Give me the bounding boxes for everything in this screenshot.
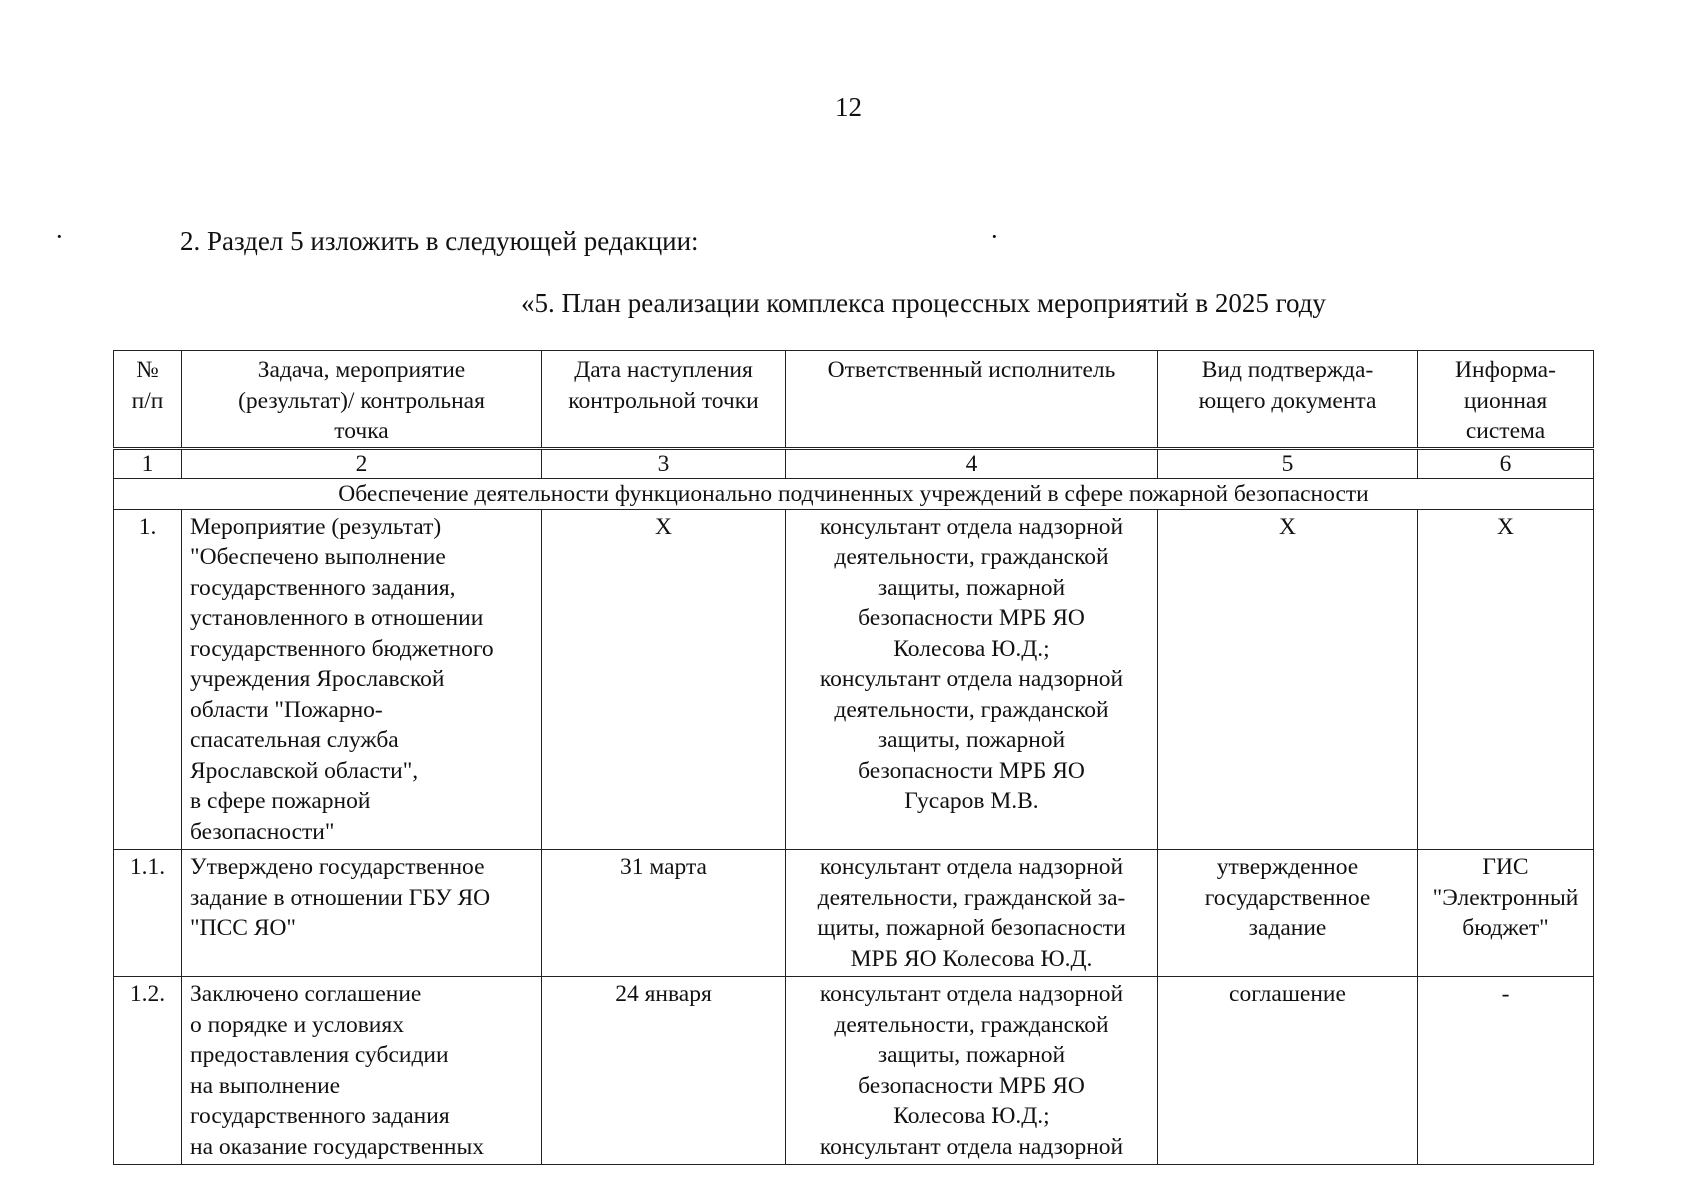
row-responsible	[786, 509, 1158, 850]
text-line: Ответственный исполнитель	[827, 357, 1116, 383]
row-responsible	[786, 977, 1158, 1165]
text-line: области "Пожарно-	[190, 696, 383, 723]
text-line: государственного задания	[190, 1103, 450, 1129]
text-line: "ПСС ЯО"	[190, 915, 297, 941]
text-line: установленного в отношении	[190, 605, 484, 631]
column-number: 2	[182, 448, 542, 478]
header-responsible	[786, 351, 1158, 449]
row-num: 1.1.	[114, 850, 182, 977]
text-line: "Обеспечено выполнение	[190, 544, 446, 570]
page-number: 12	[835, 92, 862, 122]
row-system	[1418, 977, 1594, 1165]
text-line: о порядке и условиях	[190, 1011, 404, 1038]
text-line: Задача, мероприятие	[257, 357, 466, 383]
text-line: задание	[1248, 915, 1327, 941]
text-line: ющего документа	[1198, 387, 1377, 414]
text-line: Информа-	[1455, 357, 1556, 383]
row-date: Х	[542, 509, 786, 850]
row-system	[1418, 850, 1594, 977]
text-line: консультант отдела надзорной	[819, 854, 1124, 880]
text-line: государственного бюджетного	[190, 635, 494, 662]
text-line: бюджет"	[1462, 915, 1549, 941]
text-line: Ярославской области",	[190, 757, 419, 784]
table-row	[114, 509, 1594, 850]
text-line: государственное	[1204, 884, 1371, 911]
intro-text: 2. Раздел 5 изложить в следующей редакции:	[180, 226, 699, 256]
text-line: защиты, пожарной	[877, 727, 1066, 753]
text-line: Гусаров М.В.	[904, 788, 1039, 814]
row-date: 24 января	[542, 977, 786, 1165]
row-doc	[1158, 850, 1418, 977]
column-number: 6	[1418, 448, 1594, 478]
text-line: Колесова Ю.Д.;	[893, 1103, 1050, 1129]
text-line: задание в отношении ГБУ ЯО	[190, 884, 491, 911]
row-task	[182, 509, 542, 850]
text-line: Х	[1279, 513, 1296, 540]
section-title: Обеспечение деятельности функционально подчиненных учреждений в сфере пожарной безопасности	[114, 478, 1594, 509]
text-line: (результат)/ контрольная	[238, 387, 485, 414]
text-line: Дата наступления	[574, 357, 753, 383]
table-row	[114, 850, 1594, 977]
text-line: предоставления субсидии	[190, 1042, 449, 1068]
text-line: Колесова Ю.Д.;	[893, 635, 1050, 662]
row-task	[182, 977, 542, 1165]
section-row	[114, 478, 1594, 509]
text-line: система	[1465, 418, 1546, 444]
text-line: деятельности, гражданской	[834, 544, 1109, 570]
text-line: безопасности МРБ ЯО	[858, 757, 1085, 784]
text-line: Х	[1497, 513, 1514, 540]
text-line: щиты, пожарной безопасности	[817, 915, 1126, 941]
text-line: ционная	[1463, 387, 1548, 414]
text-line: на выполнение	[190, 1072, 341, 1099]
plan-table	[113, 350, 1594, 1165]
text-line: Утверждено государственное	[190, 854, 485, 880]
column-number-row	[114, 448, 1594, 478]
text-line: соглашение	[1229, 981, 1346, 1007]
text-line: №	[136, 357, 159, 383]
table-row	[114, 977, 1594, 1165]
text-line: Вид подтвержда-	[1201, 357, 1374, 383]
row-num: 1.	[114, 509, 182, 850]
header-row	[114, 351, 1594, 449]
header-date	[542, 351, 786, 449]
text-line: деятельности, гражданской за-	[817, 884, 1126, 911]
column-number: 1	[114, 448, 182, 478]
text-line: деятельности, гражданской	[834, 1011, 1109, 1038]
row-doc	[1158, 977, 1418, 1165]
row-system	[1418, 509, 1594, 850]
text-line: деятельности, гражданской	[834, 696, 1109, 723]
text-line: консультант отдела надзорной	[819, 981, 1124, 1007]
header-task	[182, 351, 542, 449]
header-system	[1418, 351, 1594, 449]
text-line: Заключено соглашение	[190, 981, 422, 1007]
column-number: 3	[542, 448, 786, 478]
text-line: МРБ ЯО Колесова Ю.Д.	[850, 945, 1093, 972]
text-line: консультант отдела надзорной	[819, 513, 1124, 540]
text-line: консультант отдела надзорной	[819, 1133, 1124, 1160]
text-line: точка	[334, 418, 389, 444]
row-responsible	[786, 850, 1158, 977]
column-number: 4	[786, 448, 1158, 478]
column-number: 5	[1158, 448, 1418, 478]
text-line: безопасности МРБ ЯО	[858, 605, 1085, 631]
row-task	[182, 850, 542, 977]
text-line: государственного задания,	[190, 574, 456, 601]
row-doc	[1158, 509, 1418, 850]
text-line: в сфере пожарной	[190, 788, 371, 814]
text-line: защиты, пожарной	[877, 1042, 1066, 1068]
stray-dot-right: ·	[990, 222, 999, 251]
header-doc	[1158, 351, 1418, 449]
text-line: Мероприятие (результат)	[190, 513, 442, 540]
plan-title: «5. План реализации комплекса процессных мероприятий в 2025 году	[521, 288, 1326, 318]
text-line: утвержденное	[1216, 854, 1359, 880]
text-line: "Электронный	[1432, 884, 1579, 911]
row-num: 1.2.	[114, 977, 182, 1165]
text-line: защиты, пожарной	[877, 574, 1066, 601]
text-line: безопасности"	[190, 818, 335, 845]
text-line: учреждения Ярославской	[190, 666, 445, 692]
text-line: п/п	[131, 387, 164, 414]
row-date: 31 марта	[542, 850, 786, 977]
text-line: на оказание государственных	[190, 1133, 484, 1160]
text-line: спасательная служба	[190, 727, 399, 753]
text-line: -	[1501, 981, 1510, 1007]
text-line: ГИС	[1482, 854, 1529, 880]
text-line: консультант отдела надзорной	[819, 666, 1124, 692]
text-line: контрольной точки	[568, 387, 759, 414]
header-num	[114, 351, 182, 449]
stray-dot-left: ·	[55, 222, 64, 251]
text-line: безопасности МРБ ЯО	[858, 1072, 1085, 1099]
